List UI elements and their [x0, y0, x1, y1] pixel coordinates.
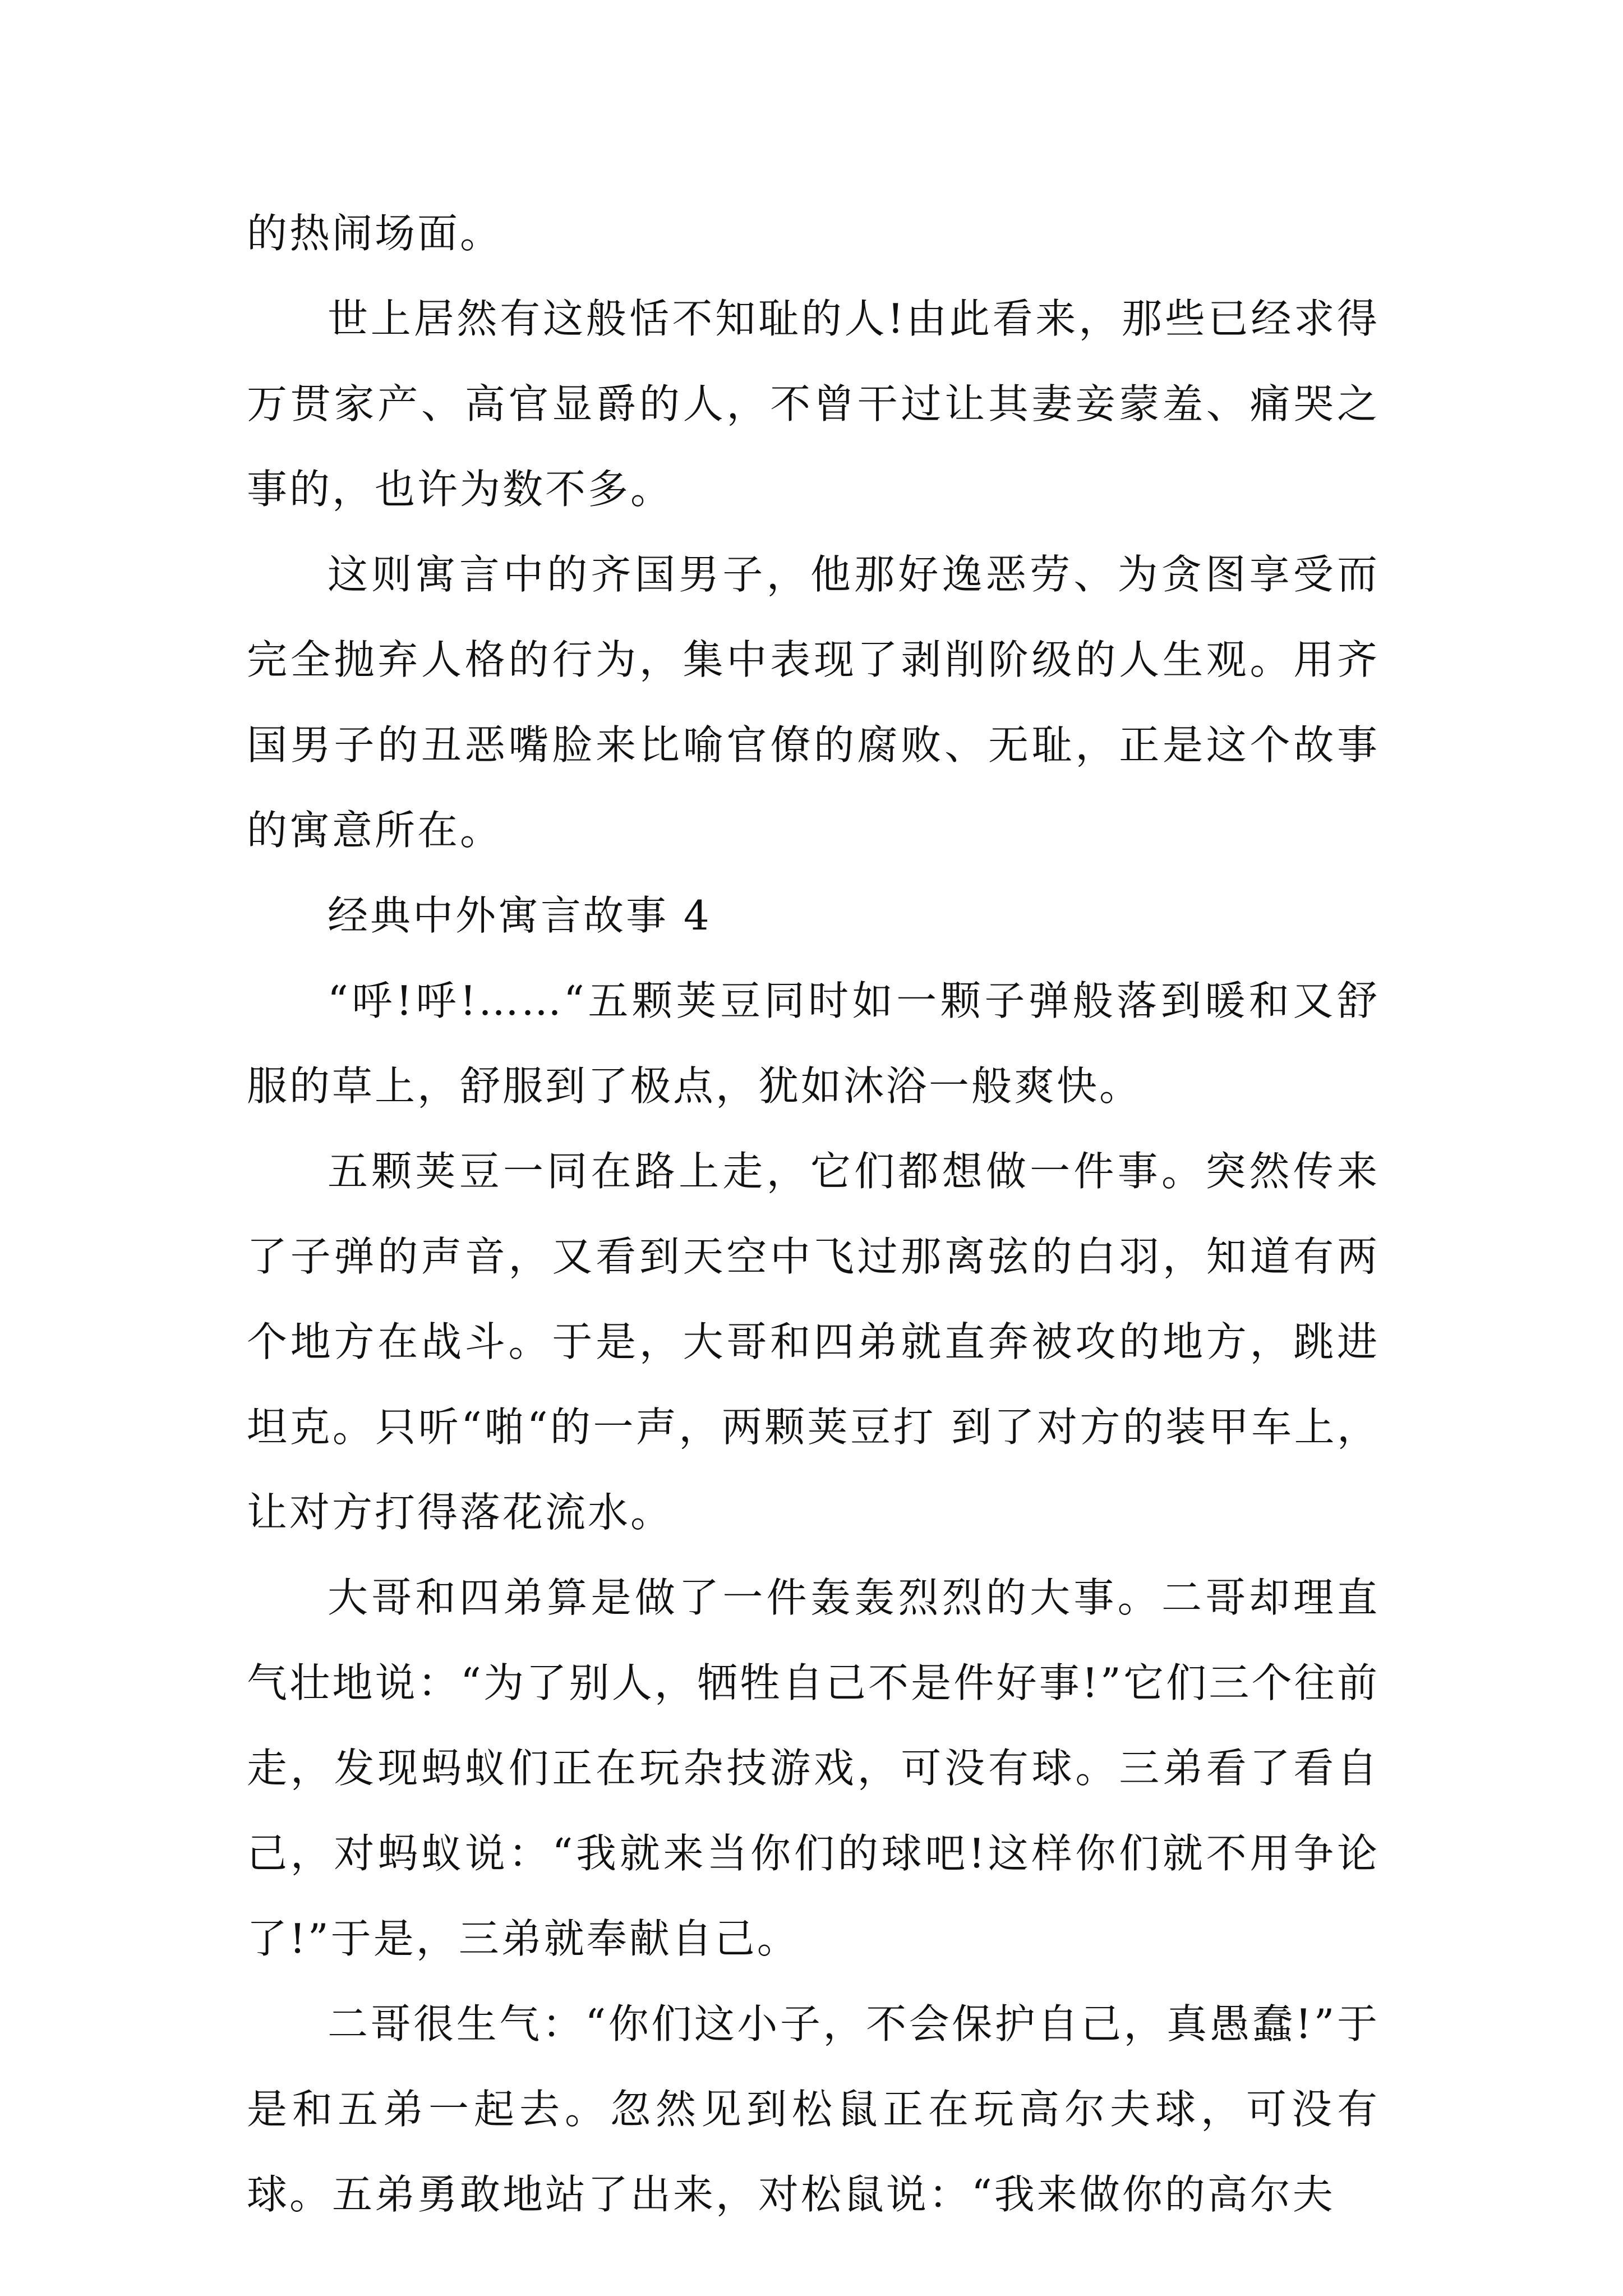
paragraph-continuation: 的热闹场面。 [247, 210, 503, 257]
story-title: 经典中外寓言故事 4 [328, 892, 712, 939]
paragraph: 大哥和四弟算是做了一件轰轰烈烈的大事。二哥却理直气壮地说：“为了别人，牺牲自己不是件好事!”它们三个往前走，发现蚂蚁们正在玩杂技游戏，可没有球。三弟看了看自己，对蚂蚁说：“我就来当你们的球吧!这样你们就不用争论了!”于是，三弟就奉献自己。 [247, 1574, 1380, 1962]
paragraph: 这则寓言中的齐国男子，他那好逸恶劳、为贪图享受而完全抛弃人格的行为，集中表现了剥削阶级的人生观。用齐国男子的丑恶嘴脸来比喻官僚的腐败、无耻，正是这个故事的寓意所在。 [247, 551, 1380, 854]
paragraph: 二哥很生气：“你们这小子，不会保护自己，真愚蠢!”于是和五弟一起去。忽然见到松鼠正在玩高尔夫球，可没有球。五弟勇敢地站了出来，对松鼠说：“我来做你的高尔夫 [247, 2000, 1380, 2218]
document-body [247, 191, 1380, 2237]
paragraph: “呼!呼!……“五颗荚豆同时如一颗子弹般落到暖和又舒服的草上，舒服到了极点，犹如沐浴一般爽快。 [247, 977, 1380, 1110]
paragraph: 五颗荚豆一同在路上走，它们都想做一件事。突然传来了子弹的声音，又看到天空中飞过那离弦的白羽，知道有两个地方在战斗。于是，大哥和四弟就直奔被攻的地方，跳进坦克。只听“啪“的一声，两颗荚豆打 到了对方的装甲车上，让对方打得落花流水。 [247, 1148, 1380, 1536]
paragraph: 世上居然有这般恬不知耻的人!由此看来，那些已经求得万贯家产、高官显爵的人，不曾干过让其妻妾蒙羞、痛哭之事的，也许为数不多。 [247, 295, 1380, 513]
